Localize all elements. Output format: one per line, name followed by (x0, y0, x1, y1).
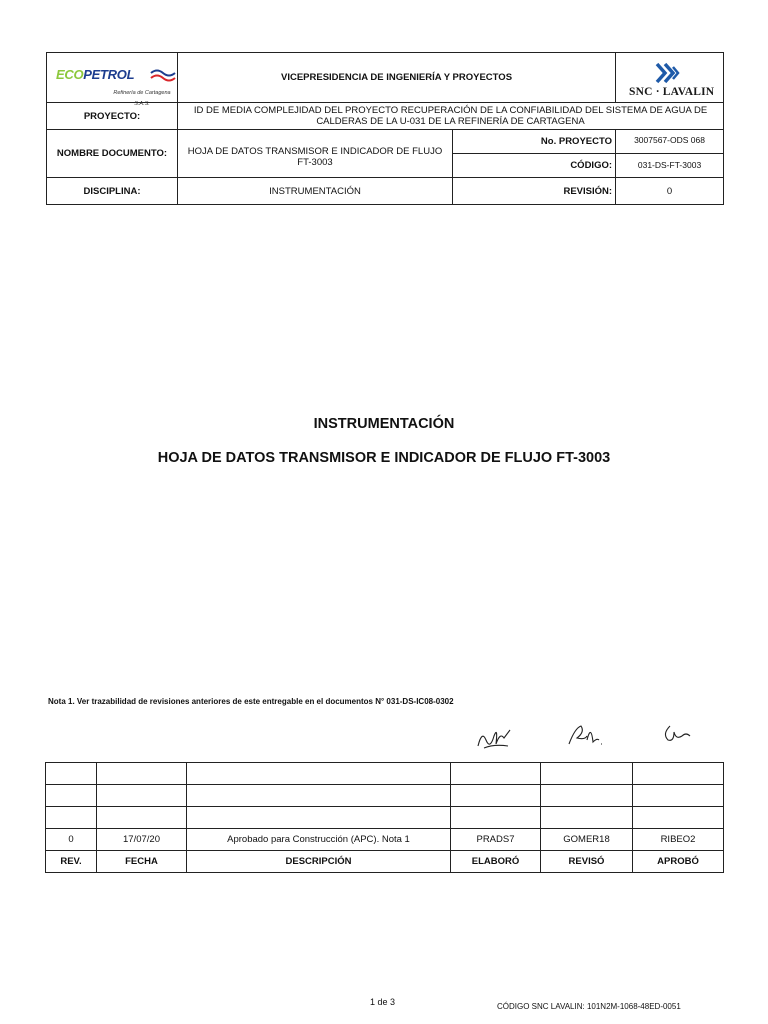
aprobo-cell (633, 785, 724, 807)
revision-value: 0 (616, 178, 724, 205)
fecha-cell: 17/07/20 (97, 829, 187, 851)
logo-brand-prefix: ECO (56, 66, 84, 82)
reviso-cell (541, 763, 633, 785)
fecha-cell (97, 807, 187, 829)
traceability-note: Nota 1. Ver trazabilidad de revisiones anteriores de este entregable en el documentos N° 031-DS-IC08-0302 (48, 697, 454, 706)
no-proyecto-value: 3007567-ODS 068 (616, 130, 724, 154)
descripcion-cell (187, 807, 451, 829)
fecha-cell (97, 785, 187, 807)
disciplina-value: INSTRUMENTACIÓN (178, 178, 453, 205)
elaboro-cell: PRADS7 (451, 829, 541, 851)
logo-subtitle: Refinería de Cartagena S.A.S. (113, 89, 171, 107)
revision-row (46, 829, 724, 851)
vicepresidency-title: VICEPRESIDENCIA DE INGENIERÍA Y PROYECTOS (178, 53, 616, 103)
waves-icon (150, 67, 176, 83)
reviso-signature (565, 718, 607, 752)
elaboro-cell (451, 785, 541, 807)
document-header-table (46, 52, 724, 205)
revision-row (46, 785, 724, 807)
snc-lavalin-logo (619, 55, 720, 101)
aprobo-cell (633, 807, 724, 829)
rev-header: REV. (46, 851, 97, 873)
rev-cell: 0 (46, 829, 97, 851)
snc-chevron-icon (654, 61, 682, 85)
proyecto-value: ID DE MEDIA COMPLEJIDAD DEL PROYECTO RECUPERACIÓN DE LA CONFIABILIDAD DEL SISTEMA DE AGUA DE CALDERAS DE LA U-031 DE LA REFINERÍA DE CARTAGENA (178, 103, 724, 130)
document-title: INSTRUMENTACIÓN (313, 416, 455, 432)
nombre-documento-value: HOJA DE DATOS TRANSMISOR E INDICADOR DE FLUJO FT-3003 (178, 130, 453, 178)
footer-document-code: CÓDIGO SNC LAVALIN: 101N2M-1068-48ED-0051 (497, 1002, 681, 1011)
elaboro-header: ELABORÓ (451, 851, 541, 873)
aprobo-cell: RIBEO2 (633, 829, 724, 851)
revision-row (46, 807, 724, 829)
aprobo-header: APROBÓ (633, 851, 724, 873)
elaboro-signature (474, 718, 516, 754)
revision-table (45, 762, 724, 873)
logo-brand-name: PETROL (83, 66, 135, 82)
page-number: 1 de 3 (370, 997, 396, 1007)
descripcion-header: DESCRIPCIÓN (187, 851, 451, 873)
reviso-cell (541, 807, 633, 829)
codigo-value: 031-DS-FT-3003 (616, 154, 724, 178)
snc-lavalin-wordmark: SNC · LAVALIN (629, 85, 715, 98)
elaboro-cell (451, 807, 541, 829)
revision-header-row (46, 851, 724, 873)
descripcion-cell (187, 785, 451, 807)
codigo-label: CÓDIGO: (453, 154, 616, 178)
elaboro-cell (451, 763, 541, 785)
document-subtitle: HOJA DE DATOS TRANSMISOR E INDICADOR DE FLUJO FT-3003 (157, 450, 611, 466)
rev-cell (46, 785, 97, 807)
nombre-documento-label: NOMBRE DOCUMENTO: (47, 130, 178, 178)
snc-lavalin-logo-cell (616, 53, 724, 103)
no-proyecto-label: No. PROYECTO (453, 130, 616, 154)
disciplina-label: DISCIPLINA: (47, 178, 178, 205)
rev-cell (46, 763, 97, 785)
ecopetrol-logo (50, 55, 174, 107)
proyecto-label: PROYECTO: (47, 103, 178, 130)
rev-cell (46, 807, 97, 829)
ecopetrol-logo-cell (47, 53, 178, 107)
descripcion-cell (187, 763, 451, 785)
fecha-cell (97, 763, 187, 785)
revision-row (46, 763, 724, 785)
aprobo-cell (633, 763, 724, 785)
revision-label: REVISIÓN: (453, 178, 616, 205)
reviso-cell: GOMER18 (541, 829, 633, 851)
fecha-header: FECHA (97, 851, 187, 873)
aprobo-signature (660, 718, 696, 748)
descripcion-cell: Aprobado para Construcción (APC). Nota 1 (187, 829, 451, 851)
reviso-cell (541, 785, 633, 807)
reviso-header: REVISÓ (541, 851, 633, 873)
